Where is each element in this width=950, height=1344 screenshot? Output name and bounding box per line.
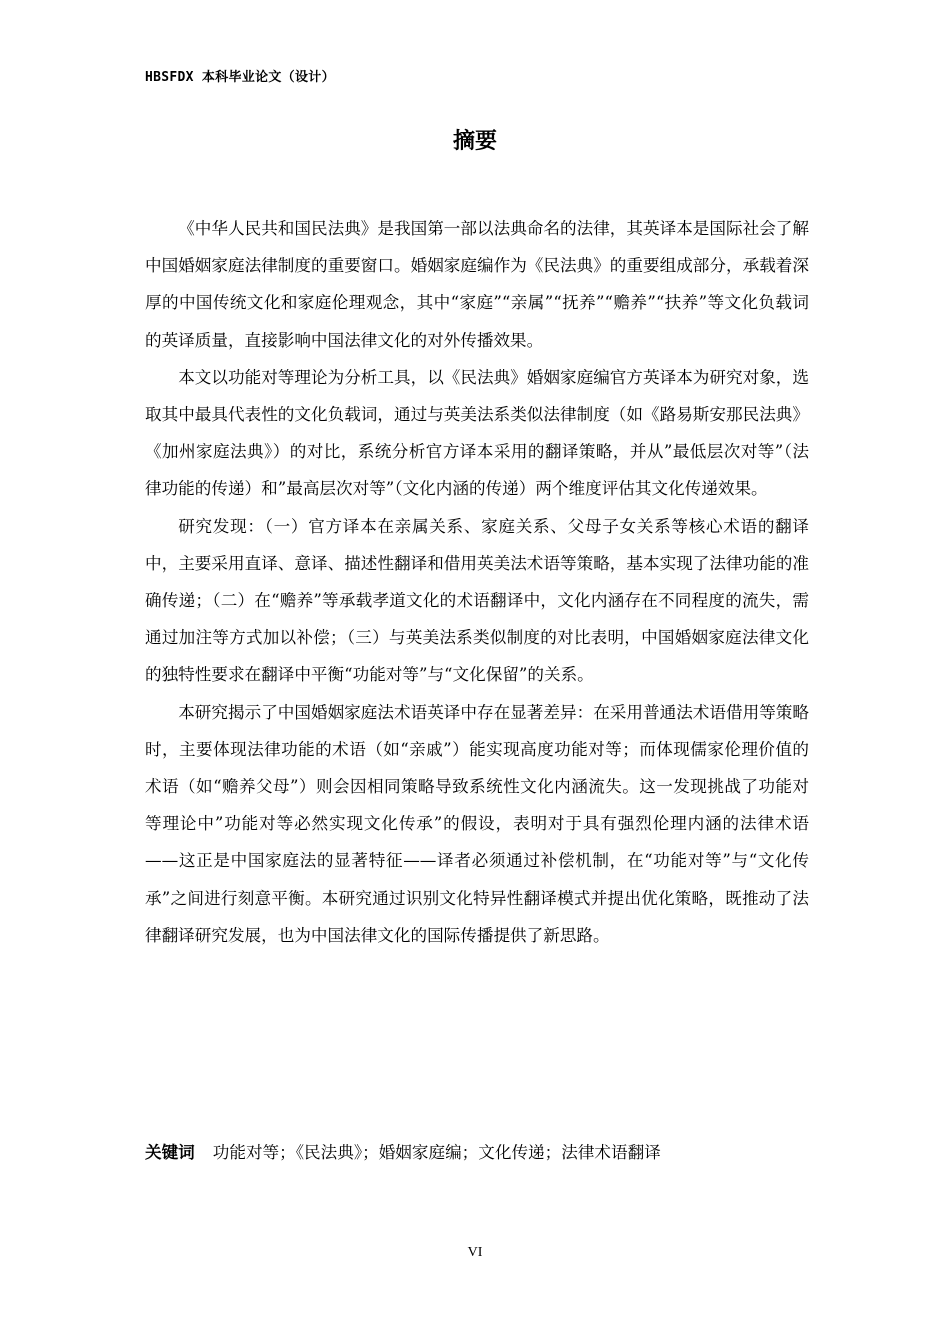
keywords-line [145,1138,809,1168]
running-header: HBSFDX 本科毕业论文（设计） [145,70,335,85]
abstract-paragraph-3: 研究发现：（一）官方译本在亲属关系、家庭关系、父母子女关系等核心术语的翻译中，主要采用直译、意译、描述性翻译和借用英美法术语等策略，基本实现了法律功能的准确传递；（二）在“赡养”等承载孝道文化的术语翻译中，文化内涵存在不同程度的流失，需通过加注等方式加以补偿；（三）与英美法系类似制度的对比表明，中国婚姻家庭法律文化的独特性要求在翻译中平衡“功能对等”与“文化保留”的关系。 [145,516,809,685]
abstract-paragraph-1: 《中华人民共和国民法典》是我国第一部以法典命名的法律，其英译本是国际社会了解中国婚姻家庭法律制度的重要窗口。婚姻家庭编作为《民法典》的重要组成部分，承载着深厚的中国传统文化和家庭伦理观念，其中“家庭”“亲属”“抚养”“赡养”“扶养”等文化负载词的英译质量，直接影响中国法律文化的对外传播效果。 [145,219,809,350]
abstract-paragraph-4: 本研究揭示了中国婚姻家庭法术语英译中存在显著差异：在采用普通法术语借用等策略时，主要体现法律功能的术语（如“亲戚”）能实现高度功能对等；而体现儒家伦理价值的术语（如“赡养父母”）则会因相同策略导致系统性文化内涵流失。这一发现挑战了功能对等理论中”功能对等必然实现文化传承”的假设，表明对于具有强烈伦理内涵的法律术语——这正是中国家庭法的显著特征——译者必须通过补偿机制，在“功能对等”与“文化传承”之间进行刻意平衡。本研究通过识别文化特异性翻译模式并提出优化策略，既推动了法律翻译研究发展，也为中国法律文化的国际传播提供了新思路。 [145,702,809,945]
keywords-label: 关键词 [145,1143,195,1162]
abstract-body [145,210,809,954]
page-title: 摘要 [452,129,497,154]
abstract-paragraph-2: 本文以功能对等理论为分析工具，以《民法典》婚姻家庭编官方英译本为研究对象，选取其中最具代表性的文化负载词，通过与英美法系类似法律制度（如《路易斯安那民法典》《加州家庭法典》）的对比，系统分析官方译本采用的翻译策略，并从”最低层次对等”（法律功能的传递）和”最高层次对等”（文化内涵的传递）两个维度评估其文化传递效果。 [145,367,809,499]
page-number: VI [467,1245,483,1260]
keywords-value: 功能对等；《民法典》；婚姻家庭编；文化传递；法律术语翻译 [212,1143,661,1162]
